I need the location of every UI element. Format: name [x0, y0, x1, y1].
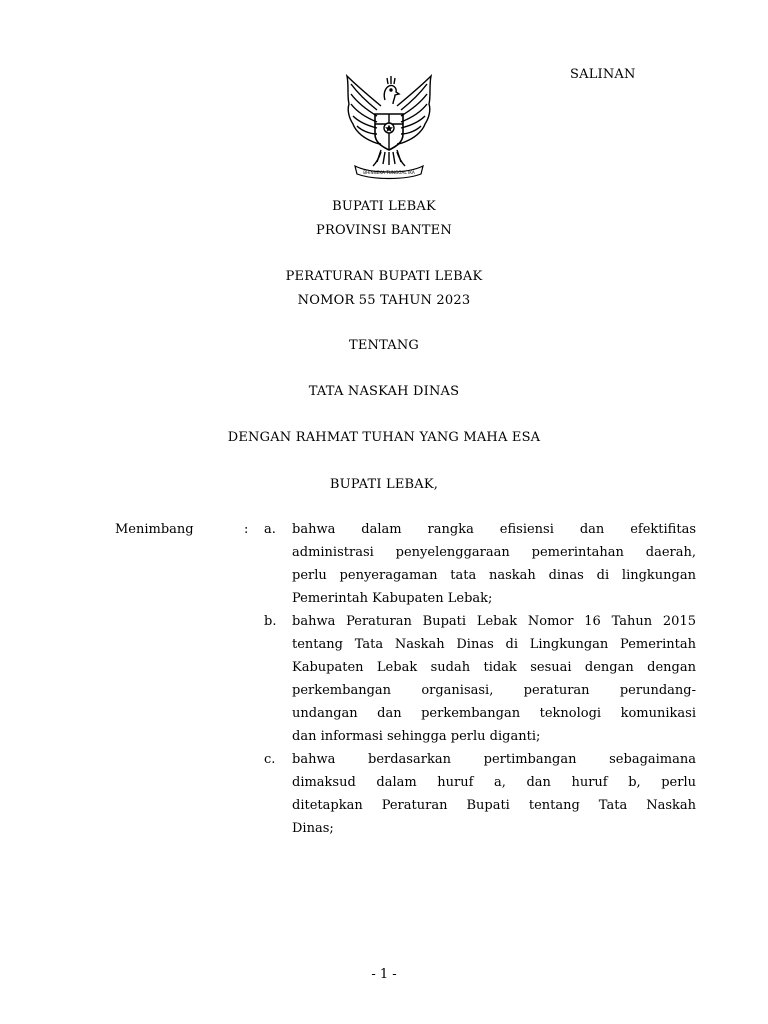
menimbang-label: Menimbang — [115, 522, 194, 537]
title-nomor: NOMOR 55 TAHUN 2023 — [297, 293, 471, 308]
item-b-line: perkembangan organisasi, peraturan perundang- — [292, 683, 696, 698]
preamble-bupati: BUPATI LEBAK, — [329, 477, 439, 492]
item-a-line: Pemerintah Kabupaten Lebak; — [292, 591, 493, 606]
item-c-line: dimaksud dalam huruf a, dan huruf b, perlu — [292, 775, 696, 790]
item-b-line: Kabupaten Lebak sudah tidak sesuai dengan dengan — [292, 660, 696, 675]
item-b-letter: b. — [264, 614, 277, 629]
item-c-line: Dinas; — [292, 821, 334, 836]
item-a-text — [292, 518, 696, 610]
page-number: - 1 - — [371, 967, 397, 982]
item-b-text — [292, 610, 696, 748]
item-a-line: perlu penyeragaman tata naskah dinas di lingkungan — [292, 568, 696, 583]
title-peraturan: PERATURAN BUPATI LEBAK — [285, 269, 483, 284]
emblem-motto: BHINNEKA TUNGGAL IKA — [363, 170, 415, 175]
item-b-line: bahwa Peraturan Bupati Lebak Nomor 16 Tahun 2015 — [292, 614, 696, 629]
item-c-line: bahwa berdasarkan pertimbangan sebagaimana — [292, 752, 696, 767]
title-subject: TATA NASKAH DINAS — [308, 384, 460, 399]
title-tentang: TENTANG — [348, 338, 420, 353]
item-c-letter: c. — [264, 752, 276, 767]
garuda-emblem-icon — [341, 70, 437, 182]
item-a-letter: a. — [264, 522, 276, 537]
item-b-line: undangan dan perkembangan teknologi komunikasi — [292, 706, 696, 721]
item-c-text — [292, 748, 696, 840]
item-b-line: tentang Tata Naskah Dinas di Lingkungan Pemerintah — [292, 637, 696, 652]
preamble-rahmat: DENGAN RAHMAT TUHAN YANG MAHA ESA — [227, 430, 541, 445]
item-c-line: ditetapkan Peraturan Bupati tentang Tata Naskah — [292, 798, 696, 813]
title-bupati: BUPATI LEBAK — [332, 199, 436, 214]
menimbang-colon: : — [244, 522, 249, 537]
title-provinsi: PROVINSI BANTEN — [316, 223, 452, 238]
item-a-line: bahwa dalam rangka efisiensi dan efektifitas — [292, 522, 696, 537]
item-b-line: dan informasi sehingga perlu diganti; — [292, 729, 541, 744]
item-a-line: administrasi penyelenggaraan pemerintahan daerah, — [292, 545, 696, 560]
salinan-label: SALINAN — [570, 67, 636, 82]
